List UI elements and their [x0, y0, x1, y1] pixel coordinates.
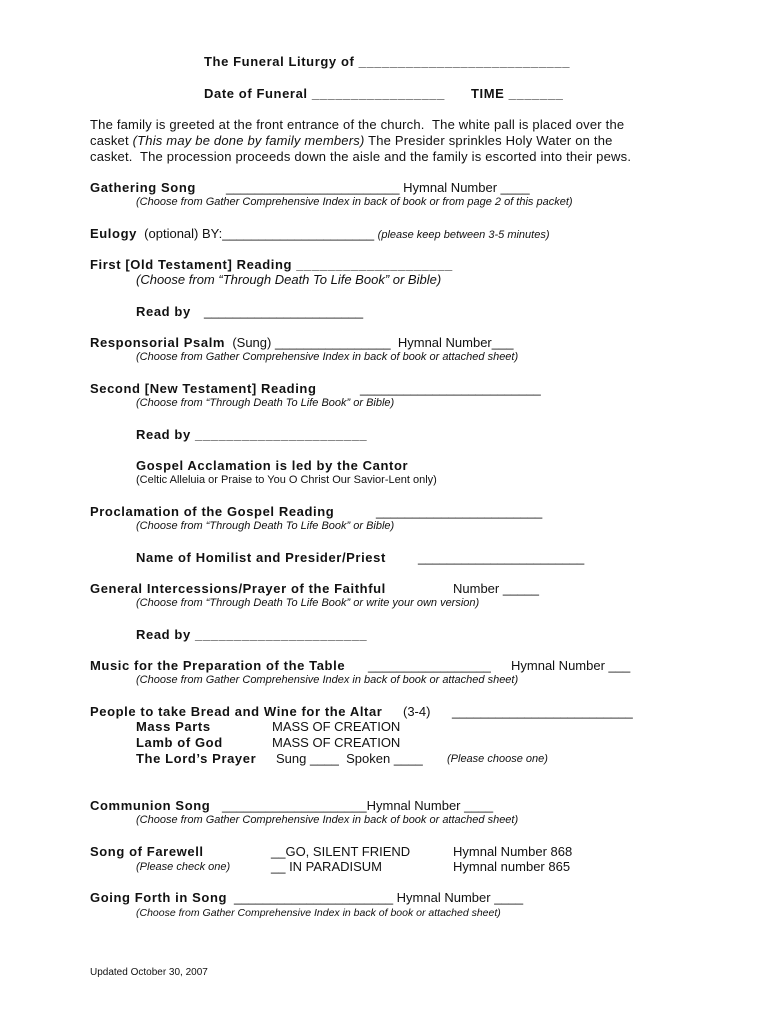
- farewell-option-1: __GO, SILENT FRIEND: [271, 844, 411, 859]
- date-of-funeral-field: Date of Funeral _________________: [204, 86, 445, 101]
- lords-prayer-value: Sung ____ Spoken ____: [276, 751, 423, 766]
- gospel-label: Proclamation of the Gospel Reading: [90, 504, 335, 519]
- going-forth-rest: ______________________ Hymnal Number ____: [234, 890, 524, 905]
- second-reading-label: Second [New Testament] Reading: [90, 381, 317, 396]
- eulogy-label: Eulogy: [90, 226, 137, 241]
- psalm-row: [90, 335, 513, 351]
- farewell-hymnal-1: Hymnal Number 868: [453, 844, 573, 859]
- mass-parts-label: Mass Parts: [136, 719, 211, 734]
- lamb-of-god-label: Lamb of God: [136, 735, 223, 750]
- lords-prayer-label: The Lord’s Prayer: [136, 751, 257, 766]
- eulogy-note: (please keep between 3-5 minutes): [377, 229, 550, 241]
- psalm-rest: (Sung) ________________ Hymnal Number___: [232, 335, 514, 350]
- intro-line-2: [90, 133, 613, 149]
- bread-wine-blank: _________________________: [452, 704, 633, 719]
- first-reading-label: First [Old Testament] Reading ____________________: [90, 257, 453, 272]
- preparation-label: Music for the Preparation of the Table: [90, 658, 346, 673]
- form-title: The Funeral Liturgy of ___________________________: [204, 54, 571, 69]
- intercessions-number: Number _____: [453, 581, 539, 596]
- updated-date: Updated October 30, 2007: [90, 967, 208, 978]
- second-reading-blank: _________________________: [360, 381, 541, 396]
- intercessions-label: General Intercessions/Prayer of the Faithful: [90, 581, 386, 596]
- intro-presider: The Presider sprinkles Holy Water on the: [368, 133, 613, 148]
- lamb-of-god-value: MASS OF CREATION: [272, 735, 401, 750]
- acclamation-label: Gospel Acclamation is led by the Cantor: [136, 458, 409, 473]
- gathering-song-note: (Choose from Gather Comprehensive Index in back of book or from page 2 of this packet): [136, 196, 573, 208]
- farewell-hymnal-2: Hymnal number 865: [453, 859, 571, 874]
- farewell-label: Song of Farewell: [90, 844, 204, 859]
- intro-line-1: The family is greeted at the front entrance of the church. The white pall is placed over the: [90, 117, 625, 132]
- homilist-blank: _______________________: [418, 550, 585, 565]
- gospel-note: (Choose from “Through Death To Life Book” or Bible): [136, 520, 395, 532]
- farewell-option-2: __ IN PARADISUM: [271, 859, 383, 874]
- gathering-song-blank: ________________________ Hymnal Number ____: [226, 180, 530, 195]
- gospel-blank: _______________________: [376, 504, 543, 519]
- preparation-hymnal: Hymnal Number ___: [511, 658, 631, 673]
- second-reading-note: (Choose from “Through Death To Life Book” or Bible): [136, 397, 395, 409]
- bread-wine-count: (3-4): [403, 704, 431, 719]
- homilist-label: Name of Homilist and Presider/Priest: [136, 550, 386, 565]
- preparation-note: (Choose from Gather Comprehensive Index in back of book or attached sheet): [136, 674, 519, 686]
- lords-prayer-note: (Please choose one): [447, 753, 548, 765]
- time-field: TIME _______: [471, 86, 564, 101]
- intro-italic: (This may be done by family members): [132, 133, 365, 148]
- communion-note: (Choose from Gather Comprehensive Index in back of book or attached sheet): [136, 814, 519, 826]
- eulogy-row: [90, 226, 550, 242]
- psalm-label: Responsorial Psalm: [90, 335, 226, 350]
- first-reading-read-by: Read by: [136, 304, 191, 319]
- first-reading-note: (Choose from “Through Death To Life Book” or Bible): [136, 272, 442, 287]
- going-forth-label: Going Forth in Song: [90, 890, 228, 905]
- farewell-note: (Please check one): [136, 861, 231, 873]
- going-forth-note: (Choose from Gather Comprehensive Index in back of book or attached sheet): [136, 907, 501, 919]
- bread-wine-label: People to take Bread and Wine for the Altar: [90, 704, 383, 719]
- second-reading-read-by: Read by ______________________: [136, 427, 368, 442]
- acclamation-note: (Celtic Alleluia or Praise to You O Christ Our Savior-Lent only): [136, 474, 437, 486]
- first-reading-read-by-blank: ______________________: [204, 304, 364, 319]
- preparation-blank: _________________: [368, 658, 491, 673]
- eulogy-by: (optional) BY:_____________________: [144, 226, 375, 241]
- communion-rest: ____________________Hymnal Number ____: [222, 798, 494, 813]
- intercessions-read-by: Read by ______________________: [136, 627, 368, 642]
- intro-casket: casket: [90, 133, 129, 148]
- psalm-note: (Choose from Gather Comprehensive Index in back of book or attached sheet): [136, 351, 519, 363]
- mass-parts-value: MASS OF CREATION: [272, 719, 401, 734]
- intercessions-note: (Choose from “Through Death To Life Book” or write your own version): [136, 597, 480, 609]
- gathering-song-label: Gathering Song: [90, 180, 196, 195]
- communion-label: Communion Song: [90, 798, 211, 813]
- intro-line-3: casket. The procession proceeds down the aisle and the family is escorted into their pews.: [90, 149, 632, 164]
